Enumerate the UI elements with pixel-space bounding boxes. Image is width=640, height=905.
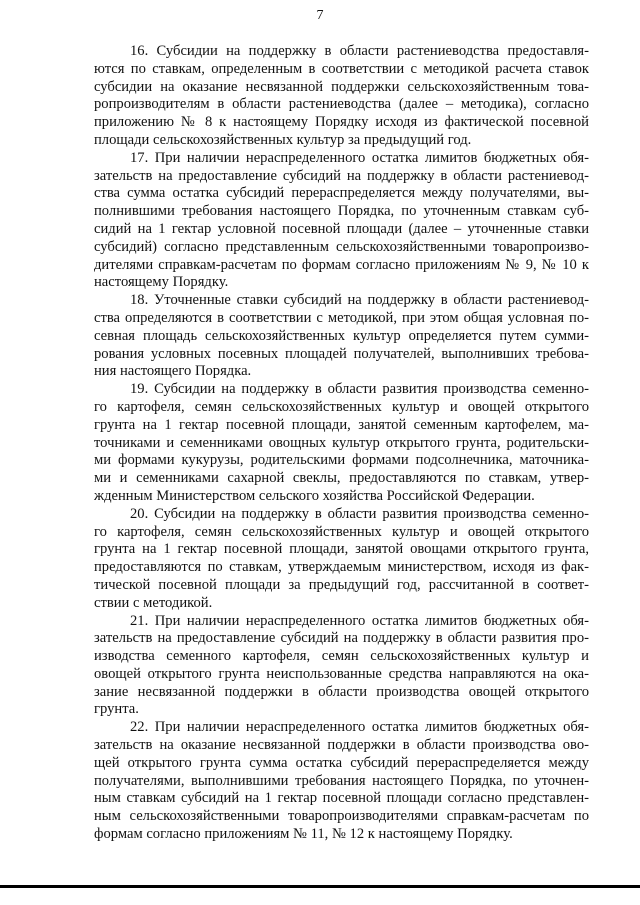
text-line: приложению № 8 к настоящему Порядку исходя из фактической посевной <box>94 114 589 131</box>
text-line: 21. При наличии нераспределенного остатка лимитов бюджетных обя- <box>130 612 589 629</box>
text-line: полнившими требования настоящего Порядка, по уточненным ставкам суб- <box>94 203 589 220</box>
text-line: получателями, выполнившими требования настоящего Порядка, по уточнен- <box>94 772 589 789</box>
text-line: ствии с методикой. <box>94 594 213 611</box>
text-line: сидий на 1 гектар условной посевной площади (далее – уточненные ставки <box>94 220 589 237</box>
text-line: го картофеля, семян сельскохозяйственных культур и овощей открытого <box>94 523 589 540</box>
text-line: тической посевной площади за предыдущий год, рассчитанной в соответ- <box>94 576 589 593</box>
paragraph-21 <box>94 613 589 720</box>
text-line: 20. Субсидии на поддержку в области развития производства семенно- <box>130 505 589 522</box>
text-line: ются по ставкам, определенным в соответствии с методикой расчета ставок <box>94 60 589 77</box>
document-body <box>94 43 589 844</box>
text-line: субсидий) согласно представленным сельскохозяйственными товаропроизво- <box>94 238 589 255</box>
text-line: ства сумма остатка субсидий перераспределяется между получателями, вы- <box>94 185 589 202</box>
text-line: рования условных посевных площадей получателей, выполнивших требова- <box>94 345 589 362</box>
text-line: точниками и семенниками овощных культур открытого грунта, родительски- <box>94 434 589 451</box>
text-line: севная площадь сельскохозяйственных культур определяется путем сумми- <box>94 327 589 344</box>
text-line: предоставляются по ставкам, утверждаемым министерством, исходя из фак- <box>94 559 589 576</box>
text-line: го картофеля, семян сельскохозяйственных культур и овощей открытого <box>94 398 589 415</box>
text-line: ми и семенниками сахарной свеклы, предоставляются по ставкам, утвер- <box>94 470 589 487</box>
text-line: жденным Министерством сельского хозяйства Российской Федерации. <box>94 487 535 504</box>
text-line: овощей открытого грунта неиспользованные средства направляются на ока- <box>94 665 589 682</box>
text-line: зательств на предоставление субсидий на поддержку в области растениевод- <box>94 167 589 184</box>
paragraph-22 <box>94 719 589 844</box>
text-line: дителями справкам-расчетам по формам согласно приложениям № 9, № 10 к <box>94 256 589 273</box>
text-line: ми формами кукурузы, родительскими формами подсолнечника, маточника- <box>94 452 589 469</box>
text-line: формам согласно приложениям № 11, № 12 к настоящему Порядку. <box>94 826 513 843</box>
text-line: 22. При наличии нераспределенного остатка лимитов бюджетных обя- <box>130 719 589 736</box>
text-line: ным сельскохозяйственными товаропроизводителями справкам-расчетам по <box>94 808 589 825</box>
text-line: субсидии на оказание несвязанной поддержки сельскохозяйственным това- <box>94 78 589 95</box>
text-line: грунта на 1 гектар посевной площади, занятой овощами открытого грунта, <box>94 541 589 558</box>
text-line: настоящему Порядку. <box>94 274 229 291</box>
paragraph-19 <box>94 381 589 506</box>
text-line: 16. Субсидии на поддержку в области растениеводства предоставля- <box>130 43 589 59</box>
text-line: изводства семенного картофеля, семян сельскохозяйственных культур и <box>94 648 589 665</box>
bottom-border-line <box>0 885 640 888</box>
text-line: зательств на оказание несвязанной поддержки в области производства ово- <box>94 737 589 754</box>
text-line: 19. Субсидии на поддержку в области развития производства семенно- <box>130 381 589 398</box>
text-line: зательств на предоставление субсидий на поддержку в области развития про- <box>94 630 589 647</box>
paragraph-16 <box>94 43 589 150</box>
text-line: щей открытого грунта сумма остатка субсидий перераспределяется между <box>94 754 589 771</box>
paragraph-17 <box>94 150 589 292</box>
text-line: ния настоящего Порядка. <box>94 363 252 380</box>
text-line: ным ставкам субсидий на 1 гектар посевной площади согласно представлен- <box>94 790 589 807</box>
text-line: зание несвязанной поддержки в области производства овощей открытого <box>94 683 589 700</box>
text-line: 18. Уточненные ставки субсидий на поддержку в области растениевод- <box>130 292 589 309</box>
text-line: ропроизводителям в области растениеводства (далее – методика), согласно <box>94 96 589 113</box>
paragraph-18 <box>94 292 589 381</box>
page-number: 7 <box>316 8 324 23</box>
text-line: площади сельскохозяйственных культур за предыдущий год. <box>94 131 472 148</box>
text-line: 17. При наличии нераспределенного остатка лимитов бюджетных обя- <box>130 149 589 166</box>
text-line: ства определяются в соответствии с методикой, при этом общая условная по- <box>94 309 589 326</box>
paragraph-20 <box>94 506 589 613</box>
text-line: грунта. <box>94 701 139 718</box>
text-line: грунта на 1 гектар посевной площади, занятой семенным картофелем, ма- <box>94 416 589 433</box>
